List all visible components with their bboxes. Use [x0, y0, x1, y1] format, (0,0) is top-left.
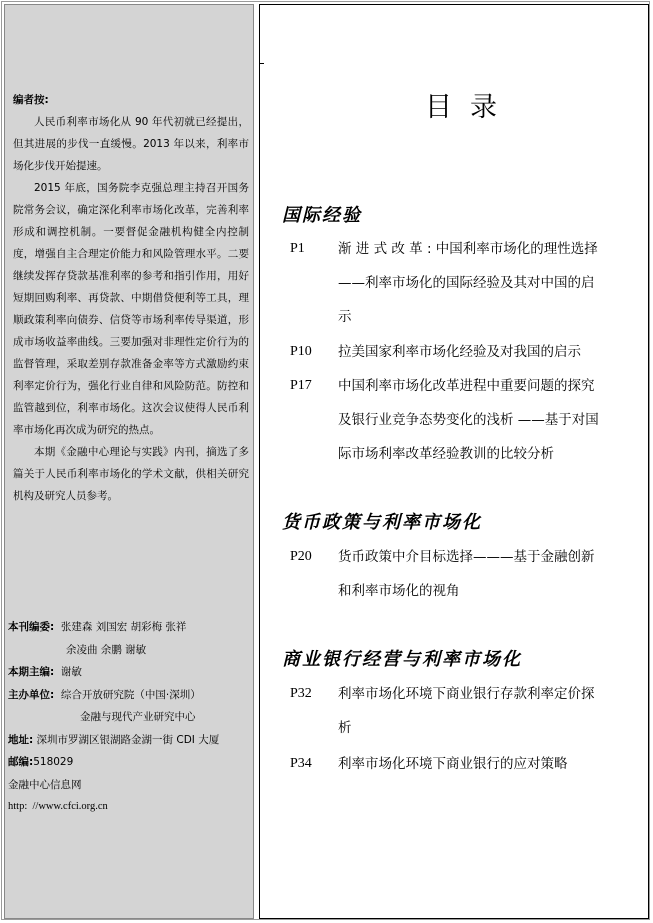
- entry-line: 际市场利率改革经验教训的比较分析: [338, 446, 554, 462]
- entry-line: 渐 进 式 改 革 : 中国利率市场化的理性选择: [338, 241, 598, 257]
- entry-page: P34: [290, 756, 312, 771]
- address-label: 地址:: [8, 733, 34, 746]
- entry-line: 货币政策中介目标选择———基于金融创新: [338, 549, 595, 565]
- entry-line: ——利率市场化的国际经验及其对中国的启: [338, 275, 595, 291]
- editors-line-1: 张建森 刘国宏 胡彩梅 张祥: [60, 621, 187, 633]
- entry-line: 示: [338, 309, 352, 325]
- zip-code: 518029: [33, 756, 74, 768]
- host-line-2: 金融与现代产业研究中心: [80, 711, 196, 723]
- toc-entry[interactable]: [290, 747, 642, 781]
- address: 深圳市罗湖区银湖路金湖一街 CDI 大厦: [36, 733, 220, 746]
- toc-title: 目录: [425, 92, 515, 123]
- decorative-line: [260, 63, 264, 64]
- entry-line: 析: [338, 720, 352, 736]
- section-title-monetary-policy: 货币政策与利率市场化: [282, 512, 482, 533]
- contact-info: [8, 616, 248, 819]
- editors-line-2: 余凌曲 余鹏 谢敏: [66, 643, 147, 656]
- toc-entry[interactable]: [290, 677, 642, 745]
- entry-line: 拉美国家利率市场化经验及对我国的启示: [338, 344, 581, 360]
- toc-entry[interactable]: [290, 369, 642, 471]
- entry-line: 利率市场化环境下商业银行存款利率定价探: [338, 686, 595, 702]
- entry-line: 利率市场化环境下商业银行的应对策略: [338, 756, 568, 772]
- entry-page: P20: [290, 549, 312, 564]
- section-title-commercial-banks: 商业银行经营与利率市场化: [282, 649, 522, 670]
- entry-page: P10: [290, 344, 312, 359]
- editor-note-paragraph-3: 本期《金融中心理论与实践》内刊，摘选了多篇关于人民币利率市场化的学术文献，供相关研究机构及研究人员参考。: [13, 446, 249, 502]
- host-label: 主办单位:: [8, 688, 55, 701]
- entry-line: 中国利率市场化改革进程中重要问题的探究: [338, 378, 595, 394]
- editor-note-paragraph-1: 人民币利率市场化从 90 年代初就已经提出，但其进展的步伐一直缓慢。2013 年以来，利率市场化步伐开始提速。: [13, 116, 249, 172]
- toc-entry[interactable]: [290, 540, 642, 608]
- section-title-international: 国际经验: [282, 205, 362, 226]
- editors-label: 本刊编委:: [8, 621, 55, 633]
- entry-line: 和利率市场化的视角: [338, 583, 460, 599]
- entry-line: 及银行业竞争态势变化的浅析 ——基于对国: [338, 412, 599, 428]
- entry-page: P32: [290, 686, 312, 701]
- editor-note-paragraph-2: 2015 年底，国务院李克强总理主持召开国务院常务会议，确定深化利率市场化改革，完善利率形成和调控机制。一要督促金融机构健全内控制度，增强自主合理定价能力和风险管理水平。二要继续发挥存贷款基准利率的参考和指引作用，用好短期回购利率、再贷款、中期借贷便利等工具，理顺政策利率向债券、信贷等市场利率传导渠道，形成市场收益率曲线。三要加强对非理性定价行为的监督管理，采取差别存款准备金率等方式激励约束利率定价行为，强化行业自律和风险防范。防控和监管越到位，利率市场化。这次会议使得人民币利率市场化再次成为研究的热点。: [13, 182, 249, 436]
- host-line-1: 综合开放研究院（中国·深圳）: [60, 688, 201, 701]
- editor-note-heading: 编者按:: [13, 94, 49, 106]
- url-label: http:: [8, 801, 28, 812]
- table-of-contents: [259, 4, 649, 919]
- network-name: 金融中心信息网: [8, 778, 82, 791]
- entry-page: P17: [290, 378, 312, 393]
- toc-entry[interactable]: [290, 335, 642, 369]
- entry-page: P1: [290, 241, 305, 256]
- chief-editor: 谢敏: [60, 666, 82, 678]
- editor-note: [13, 89, 249, 507]
- website-url[interactable]: //www.cfci.org.cn: [32, 801, 108, 812]
- chief-editor-label: 本期主编:: [8, 666, 55, 678]
- zip-label: 邮编:: [8, 756, 34, 768]
- toc-entry[interactable]: [290, 232, 642, 334]
